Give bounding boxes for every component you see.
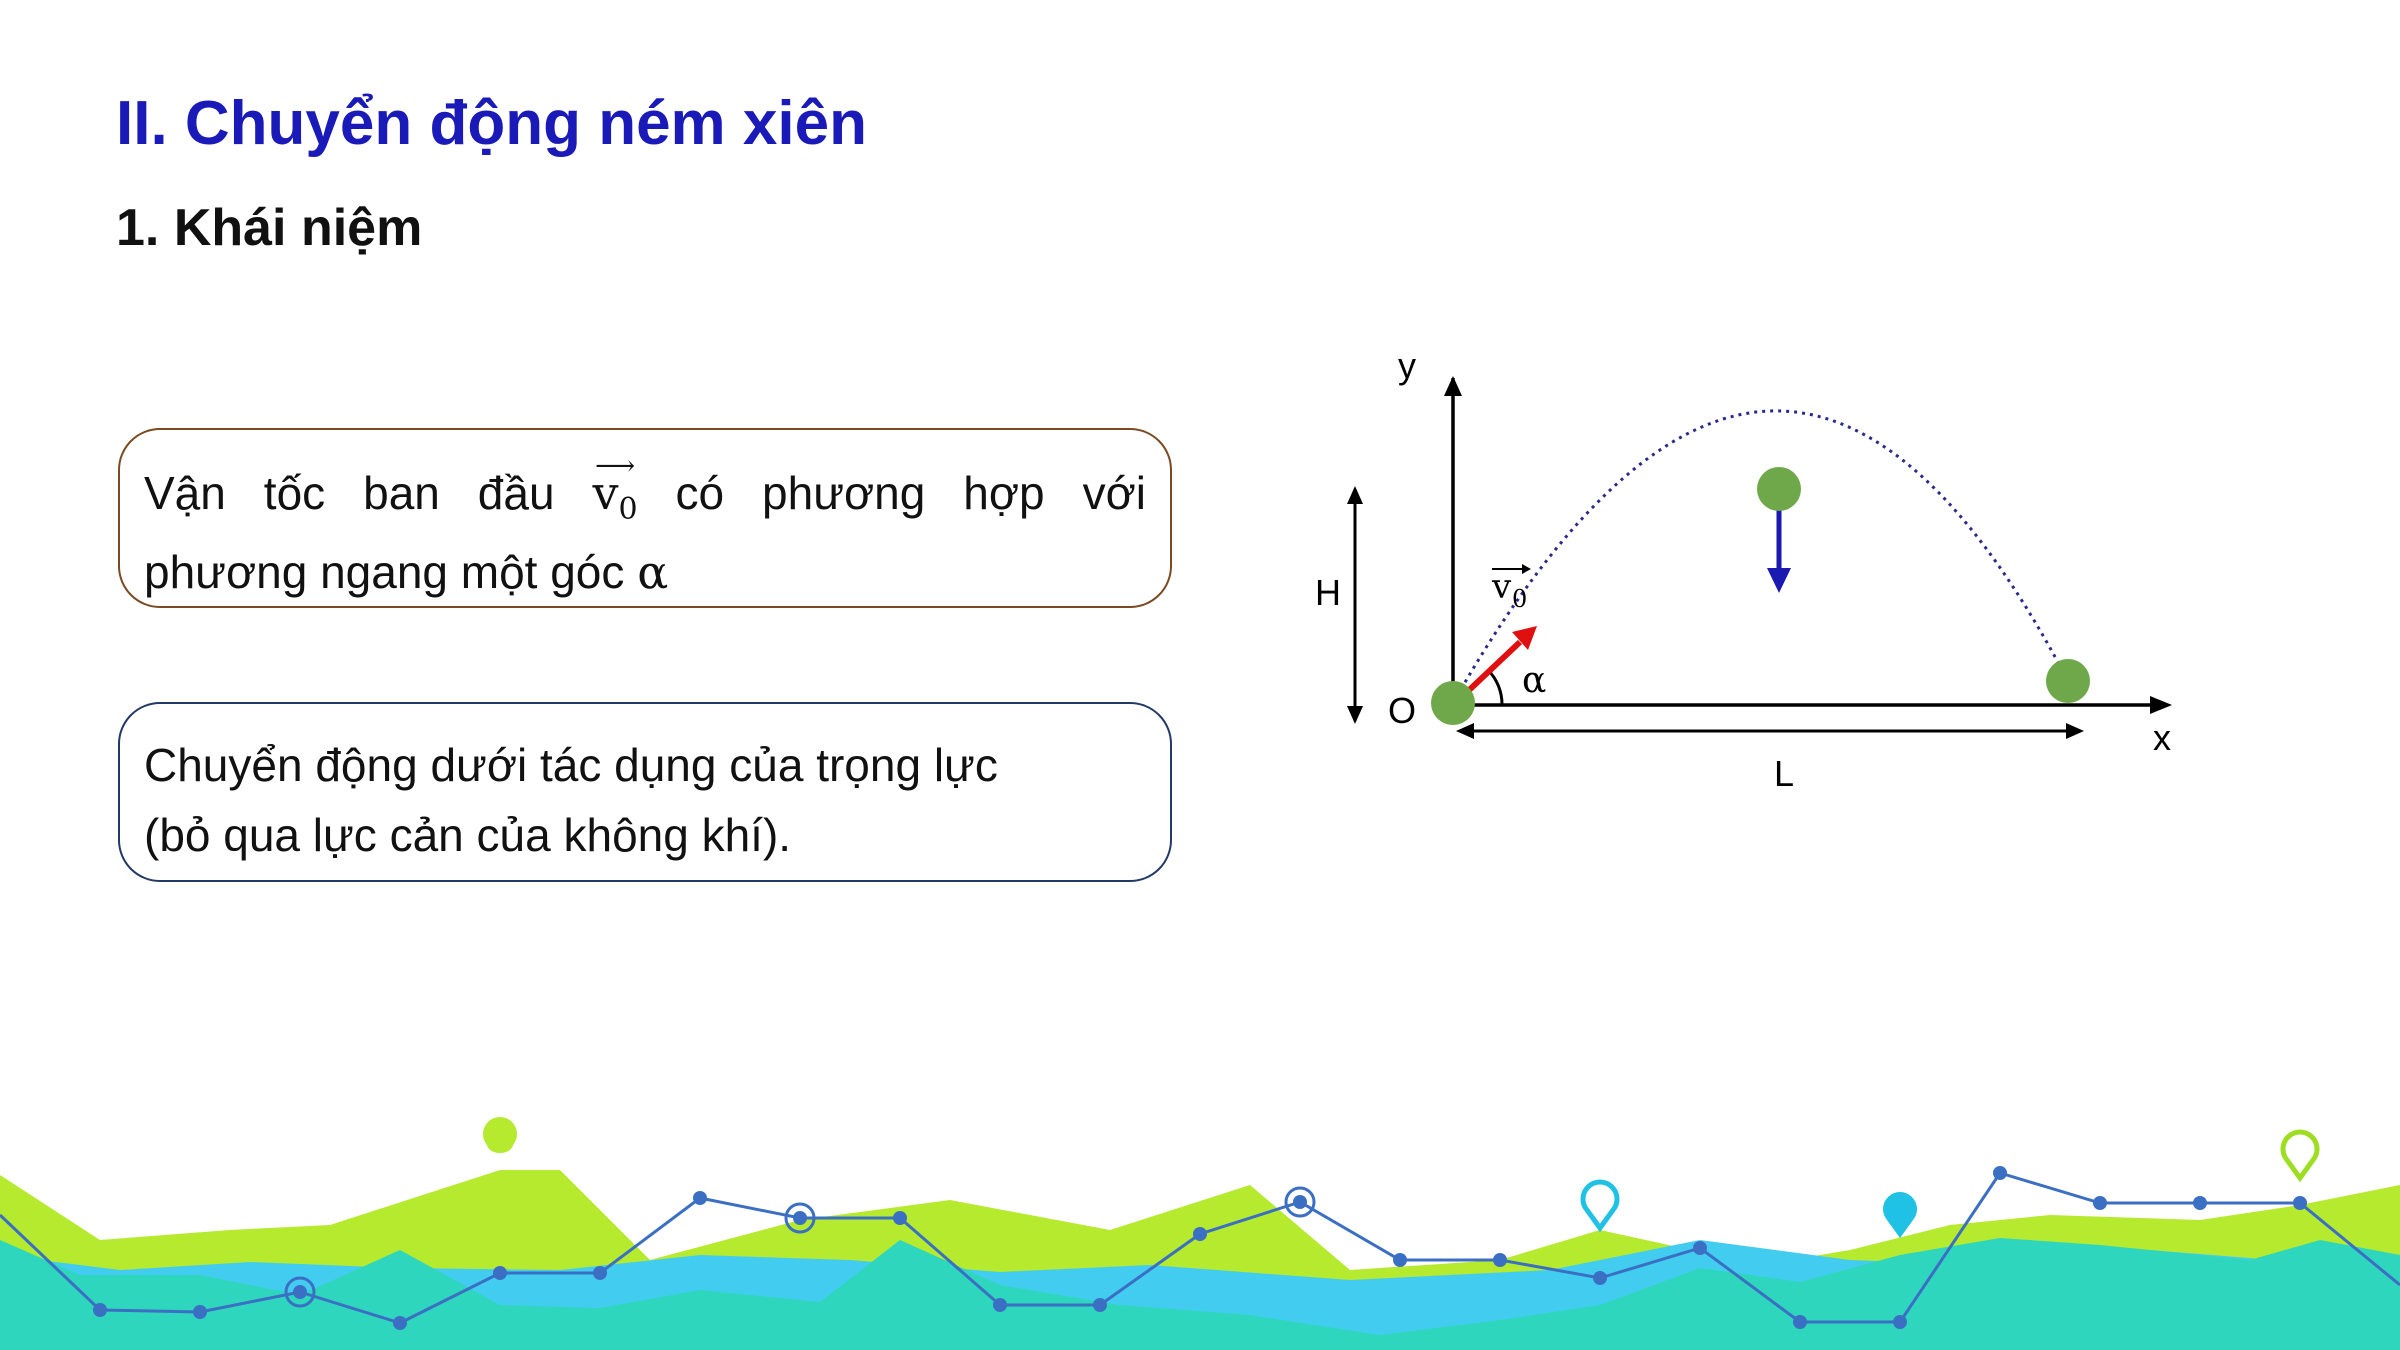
height-arrow-top-icon <box>1347 486 1363 504</box>
vector-letter: v <box>592 466 619 520</box>
velocity-letter: v <box>1492 567 1512 607</box>
word: với <box>1082 467 1146 519</box>
line-text: phương ngang một góc <box>144 546 625 599</box>
range-arrow-right-icon <box>2066 723 2084 739</box>
map-pin-outline-icon <box>2283 1132 2317 1178</box>
concept-box-2-line-1: Chuyển động dưới tác dụng của trọng lực <box>144 739 998 791</box>
word: tốc <box>263 467 326 519</box>
word: Vận <box>144 467 226 519</box>
word: đầu <box>477 467 555 519</box>
word: phương <box>762 467 926 519</box>
word: có <box>675 467 725 519</box>
map-pin-outline-icon <box>1583 1182 1617 1228</box>
x-axis-label: x <box>2153 717 2171 758</box>
ball-end <box>2046 659 2090 703</box>
height-arrow-bottom-icon <box>1347 706 1363 724</box>
concept-box-2-line-2: (bỏ qua lực cản của không khí). <box>144 809 792 861</box>
decorative-landscape-footer <box>0 1090 2400 1350</box>
word: hợp <box>963 467 1045 519</box>
y-axis-label: y <box>1398 345 1416 386</box>
section-subtitle: 1. Khái niệm <box>116 199 423 257</box>
gravity-arrowhead-icon <box>1767 568 1791 593</box>
angle-symbol: α <box>637 545 669 600</box>
x-axis-arrowhead-icon <box>2150 696 2172 714</box>
height-label: H <box>1315 572 1341 613</box>
range-arrow-left-icon <box>1456 723 1474 739</box>
slide-title: II. Chuyển động ném xiên <box>116 89 867 158</box>
map-pin-icon <box>1883 1192 1917 1238</box>
y-axis-arrowhead-icon <box>1444 376 1462 396</box>
origin-label: O <box>1388 690 1417 731</box>
ball-start <box>1431 681 1475 725</box>
map-pin-icon <box>483 1117 517 1151</box>
vector-subscript: 0 <box>618 492 638 528</box>
word: ban <box>363 467 440 519</box>
range-label: L <box>1774 753 1795 794</box>
angle-label: α <box>1522 660 1547 701</box>
velocity-vector-arrow-icon <box>1522 564 1531 574</box>
velocity-subscript: 0 <box>1512 585 1528 613</box>
ball-peak <box>1757 467 1801 511</box>
angle-arc <box>1488 670 1502 705</box>
vector-arrow-icon: ⟶ <box>594 449 636 482</box>
